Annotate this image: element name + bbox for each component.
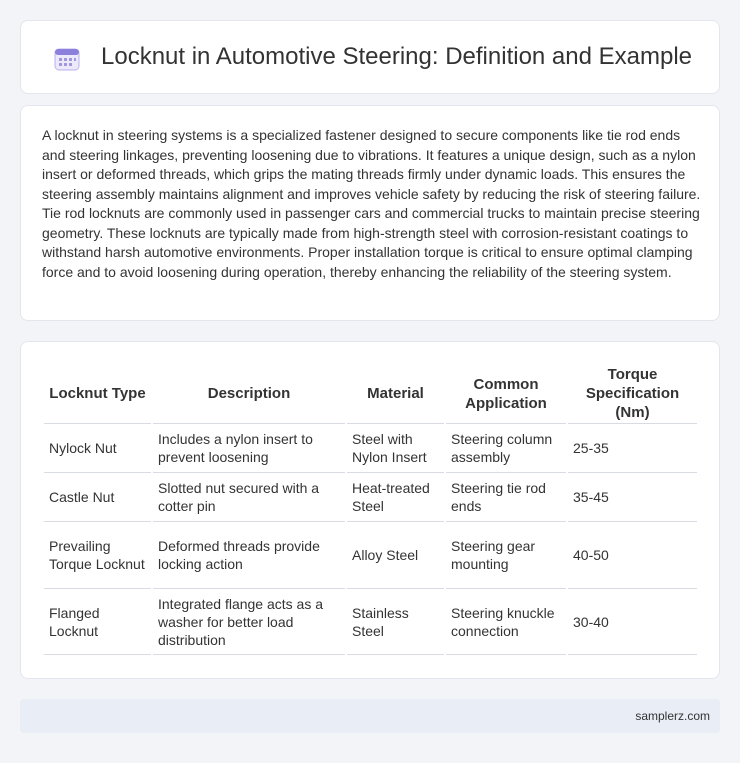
footer-bar bbox=[20, 699, 720, 733]
locknut-table bbox=[42, 364, 699, 655]
cell-application: Steering tie rod ends bbox=[446, 473, 566, 522]
title-card bbox=[20, 20, 720, 94]
cell-description: Includes a nylon insert to prevent loosening bbox=[153, 424, 345, 473]
table-card bbox=[20, 341, 720, 679]
header-torque-specification: Torque Specification (Nm) bbox=[568, 364, 697, 424]
cell-description: Deformed threads provide locking action bbox=[153, 522, 345, 589]
cell-material: Stainless Steel bbox=[347, 589, 444, 655]
header-material: Material bbox=[347, 364, 444, 424]
cell-torque: 40-50 bbox=[568, 522, 697, 589]
cell-material: Alloy Steel bbox=[347, 522, 444, 589]
cell-application: Steering column assembly bbox=[446, 424, 566, 473]
cell-torque: 35-45 bbox=[568, 473, 697, 522]
cell-type: Nylock Nut bbox=[44, 424, 151, 473]
cell-torque: 30-40 bbox=[568, 589, 697, 655]
cell-torque: 25-35 bbox=[568, 424, 697, 473]
cell-application: Steering knuckle connection bbox=[446, 589, 566, 655]
table-row bbox=[44, 473, 697, 522]
calendar-icon bbox=[54, 47, 80, 71]
table-row bbox=[44, 424, 697, 473]
cell-description: Slotted nut secured with a cotter pin bbox=[153, 473, 345, 522]
header-locknut-type: Locknut Type bbox=[44, 364, 151, 424]
page-title: Locknut in Automotive Steering: Definition and Example bbox=[101, 43, 693, 70]
cell-description: Integrated flange acts as a washer for better load distribution bbox=[153, 589, 345, 655]
header-common-application: Common Application bbox=[446, 364, 566, 424]
header-description: Description bbox=[153, 364, 345, 424]
table-header-row bbox=[44, 364, 697, 424]
description-text: A locknut in steering systems is a specialized fastener designed to secure components like tie rod ends and steering linkages, preventing loosening due to vibrations. It features a unique design, such as a nylon insert or deformed threads, which grips the mating threads firmly under dynamic loads. This ensures the steering assembly maintains alignment and improves vehicle safety by reducing the risk of steering failure. Tie rod locknuts are commonly used in passenger cars and commercial trucks to maintain precise steering geometry. These locknuts are typically made from high-strength steel with corrosion-resistant coatings to withstand harsh automotive environments. Proper installation torque is critical to ensure optimal clamping force and to avoid loosening during operation, thereby enhancing the reliability of the steering system. bbox=[42, 127, 701, 280]
cell-type: Prevailing Torque Locknut bbox=[44, 522, 151, 589]
description-card bbox=[20, 105, 720, 321]
footer-site-link[interactable]: samplerz.com bbox=[635, 709, 710, 723]
table-row bbox=[44, 522, 697, 589]
cell-material: Steel with Nylon Insert bbox=[347, 424, 444, 473]
cell-application: Steering gear mounting bbox=[446, 522, 566, 589]
table-row bbox=[44, 589, 697, 655]
cell-type: Castle Nut bbox=[44, 473, 151, 522]
cell-material: Heat-treated Steel bbox=[347, 473, 444, 522]
cell-type: Flanged Locknut bbox=[44, 589, 151, 655]
